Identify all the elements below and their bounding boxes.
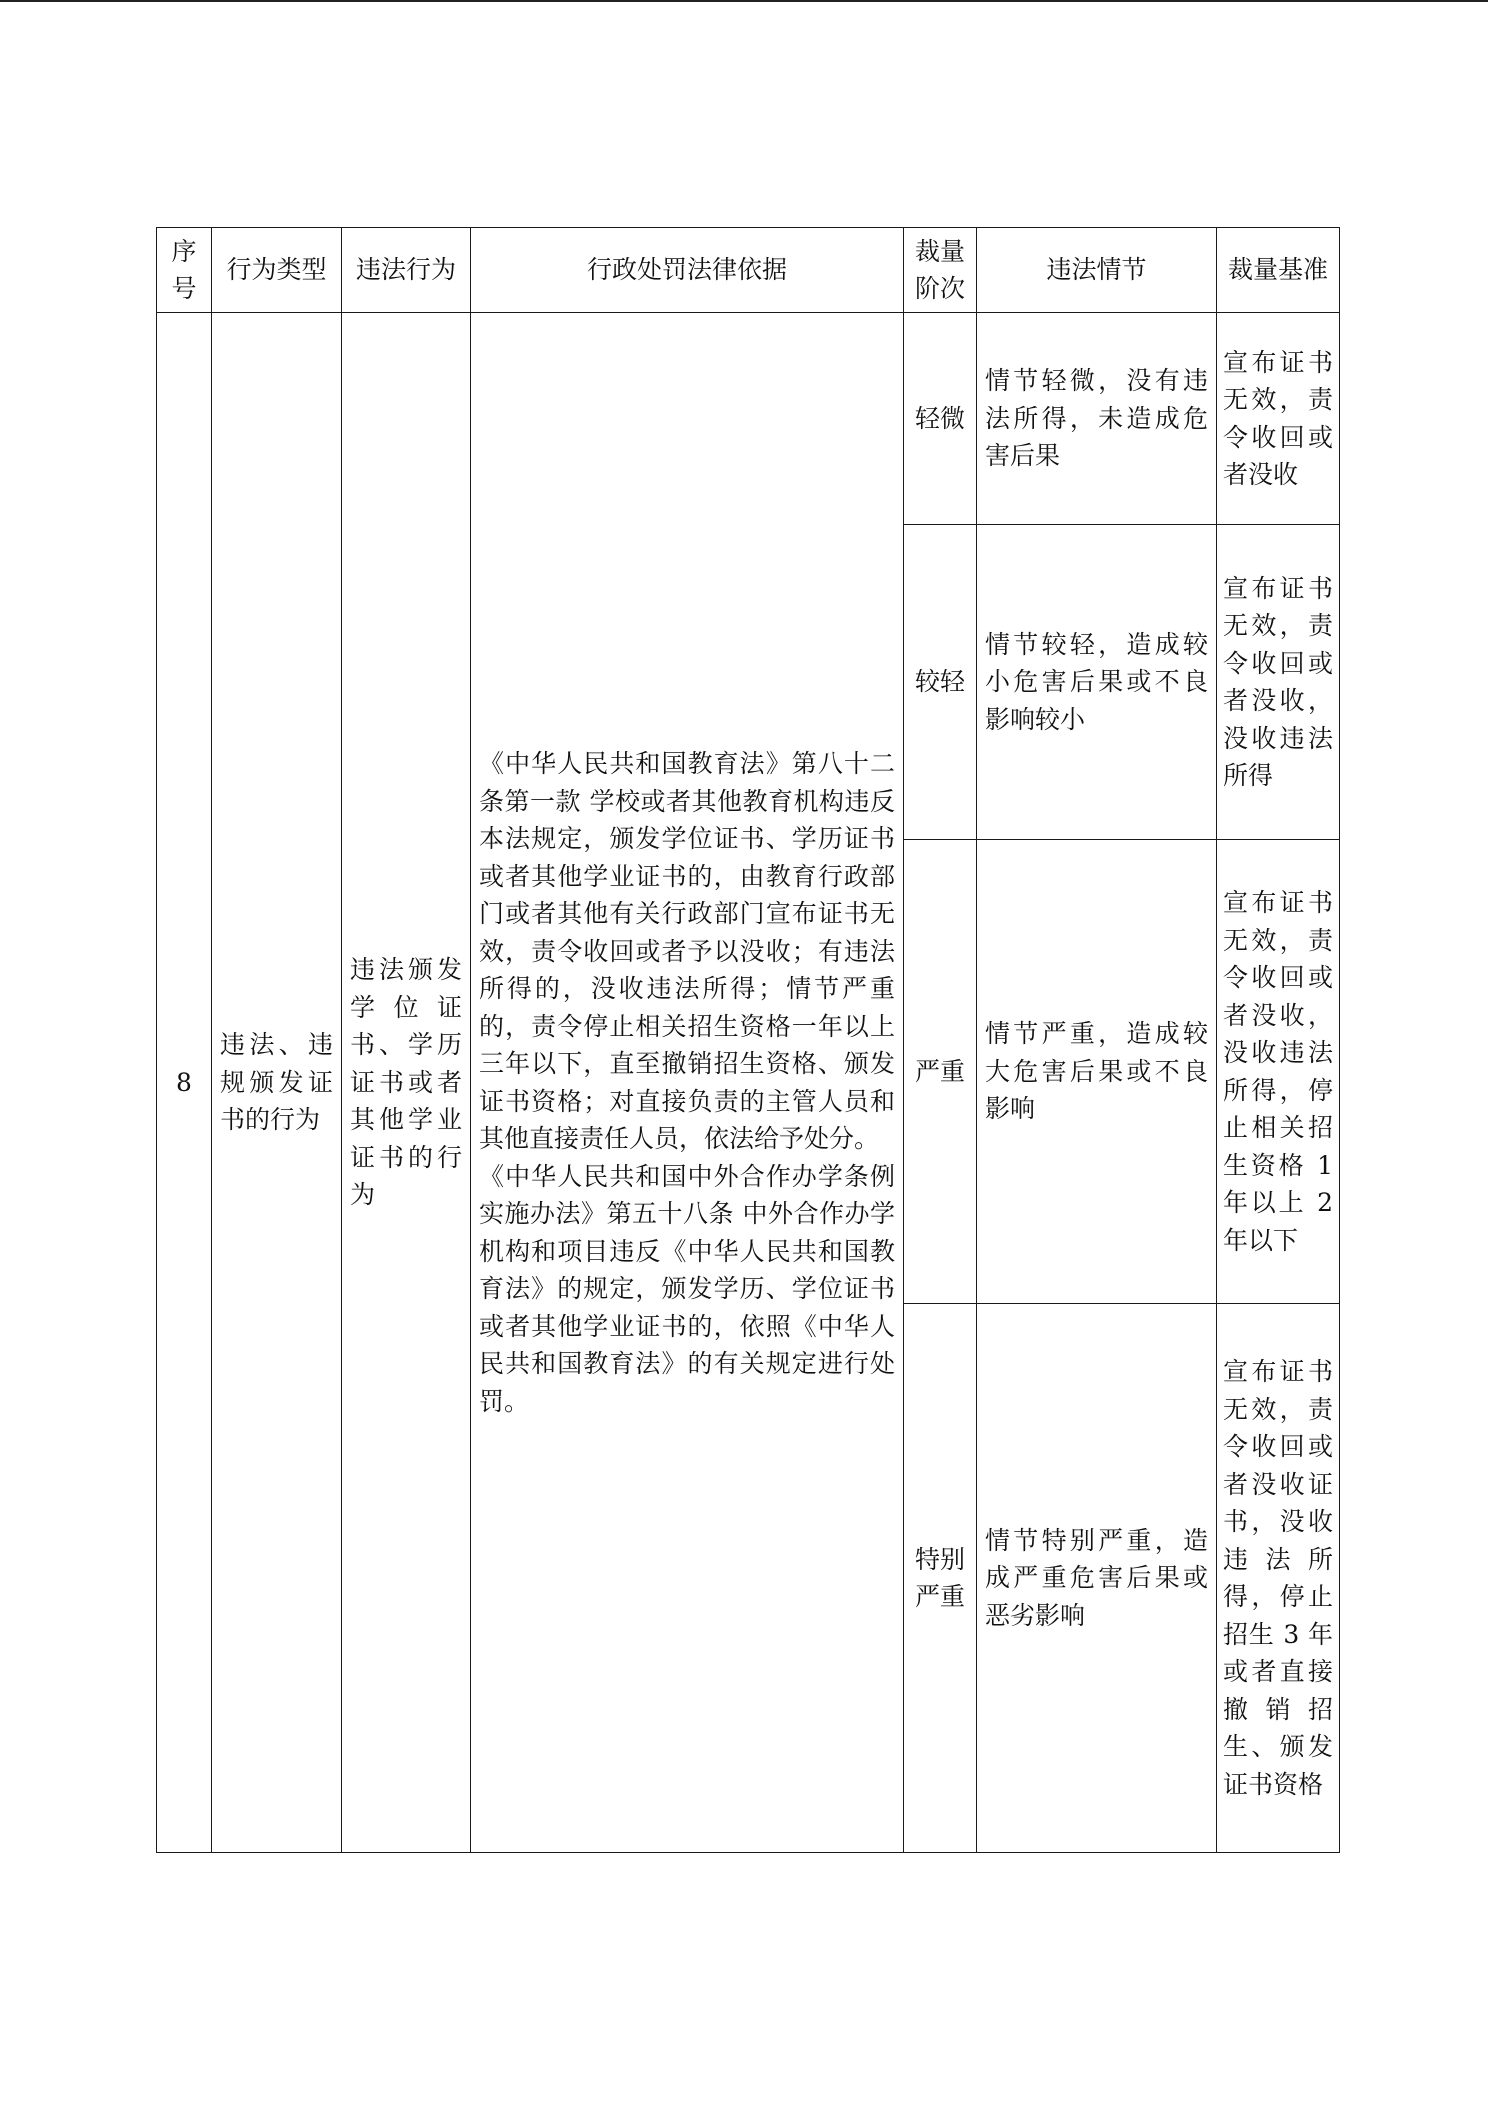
standard-cell	[1217, 840, 1340, 1304]
header-legal-basis	[471, 228, 904, 313]
header-illegal-act	[342, 228, 471, 313]
circumstance-cell	[977, 1304, 1217, 1853]
header-illegal-act-label: 违法行为	[355, 255, 456, 285]
circumstance-value: 情节严重，造成较大危害后果或不良影响	[985, 1019, 1208, 1124]
header-legal-basis-label: 行政处罚法律依据	[586, 255, 787, 285]
level-value: 特别严重	[914, 1544, 965, 1611]
page-top-border	[0, 0, 1488, 2]
level-cell	[904, 525, 977, 840]
standard-value: 宣布证书无效，责令收回或者没收	[1223, 347, 1333, 489]
header-discretion-standard-label: 裁量基准	[1227, 255, 1328, 285]
standard-value: 宣布证书无效，责令收回或者没收，没收违法所得	[1223, 573, 1333, 790]
header-discretion-level	[904, 228, 977, 313]
circumstance-value: 情节特别严重，造成严重危害后果或恶劣影响	[985, 1525, 1208, 1630]
legal-basis-cooperation-regulation: 《中华人民共和国中外合作办学条例实施办法》第五十八条 中外合作办学机构和项目违反《中华人民共和国教育法》的规定，颁发学历、学位证书或者其他学业证书的，依照《中华人民共和国教育法》的有关规定进行处罚。	[479, 1161, 895, 1416]
header-discretion-level-label: 裁量阶次	[914, 236, 965, 303]
circumstance-value: 情节较轻，造成较小危害后果或不良影响较小	[985, 629, 1208, 734]
penalty-discretion-table	[156, 227, 1340, 1853]
header-circumstances	[977, 228, 1217, 313]
illegal-act-value: 违法颁发学位证书、学历证书或者其他学业证书的行为	[350, 955, 462, 1210]
circumstance-cell	[977, 313, 1217, 525]
standard-cell	[1217, 1304, 1340, 1853]
legal-basis-education-law: 《中华人民共和国教育法》第八十二条第一款 学校或者其他教育机构违反本法规定，颁发学位证书、学历证书或者其他学业证书的，由教育行政部门或者其他有关行政部门宣布证书无效，责令收回或者予以没收；有违法所得的，没收违法所得；情节严重的，责令停止相关招生资格一年以上三年以下，直至撤销招生资格、颁发证书资格；对直接负责的主管人员和其他直接责任人员，依法给予处分。	[479, 749, 895, 1153]
seq-value: 8	[176, 1067, 192, 1097]
header-circumstances-label: 违法情节	[1046, 255, 1147, 285]
level-cell	[904, 840, 977, 1304]
level-cell	[904, 1304, 977, 1853]
table-header-row	[157, 228, 1340, 313]
behavior-type-value: 违法、违规颁发证书的行为	[220, 1030, 333, 1135]
standard-cell	[1217, 525, 1340, 840]
standard-cell	[1217, 313, 1340, 525]
circumstance-cell	[977, 525, 1217, 840]
level-value: 较轻	[914, 667, 965, 697]
header-seq-label: 序号	[171, 236, 197, 303]
level-value: 轻微	[914, 403, 965, 433]
level-value: 严重	[914, 1056, 965, 1086]
seq-cell	[157, 313, 212, 1853]
standard-value: 宣布证书无效，责令收回或者没收，没收违法所得，停止相关招生资格 1 年以上 2 年以下	[1223, 888, 1333, 1255]
header-behavior-type	[212, 228, 342, 313]
header-discretion-standard	[1217, 228, 1340, 313]
standard-value: 宣布证书无效，责令收回或者没收证书，没收违法所得，停止招生 3 年或者直接撤销招生、颁发证书资格	[1223, 1357, 1333, 1799]
illegal-act-cell	[342, 313, 471, 1853]
behavior-type-cell	[212, 313, 342, 1853]
circumstance-value: 情节轻微，没有违法所得，未造成危害后果	[985, 366, 1208, 471]
header-seq	[157, 228, 212, 313]
legal-basis-cell	[471, 313, 904, 1853]
header-behavior-type-label: 行为类型	[226, 255, 327, 285]
legal-basis-text	[471, 745, 903, 1420]
level-cell	[904, 313, 977, 525]
table-row	[157, 313, 1340, 525]
circumstance-cell	[977, 840, 1217, 1304]
